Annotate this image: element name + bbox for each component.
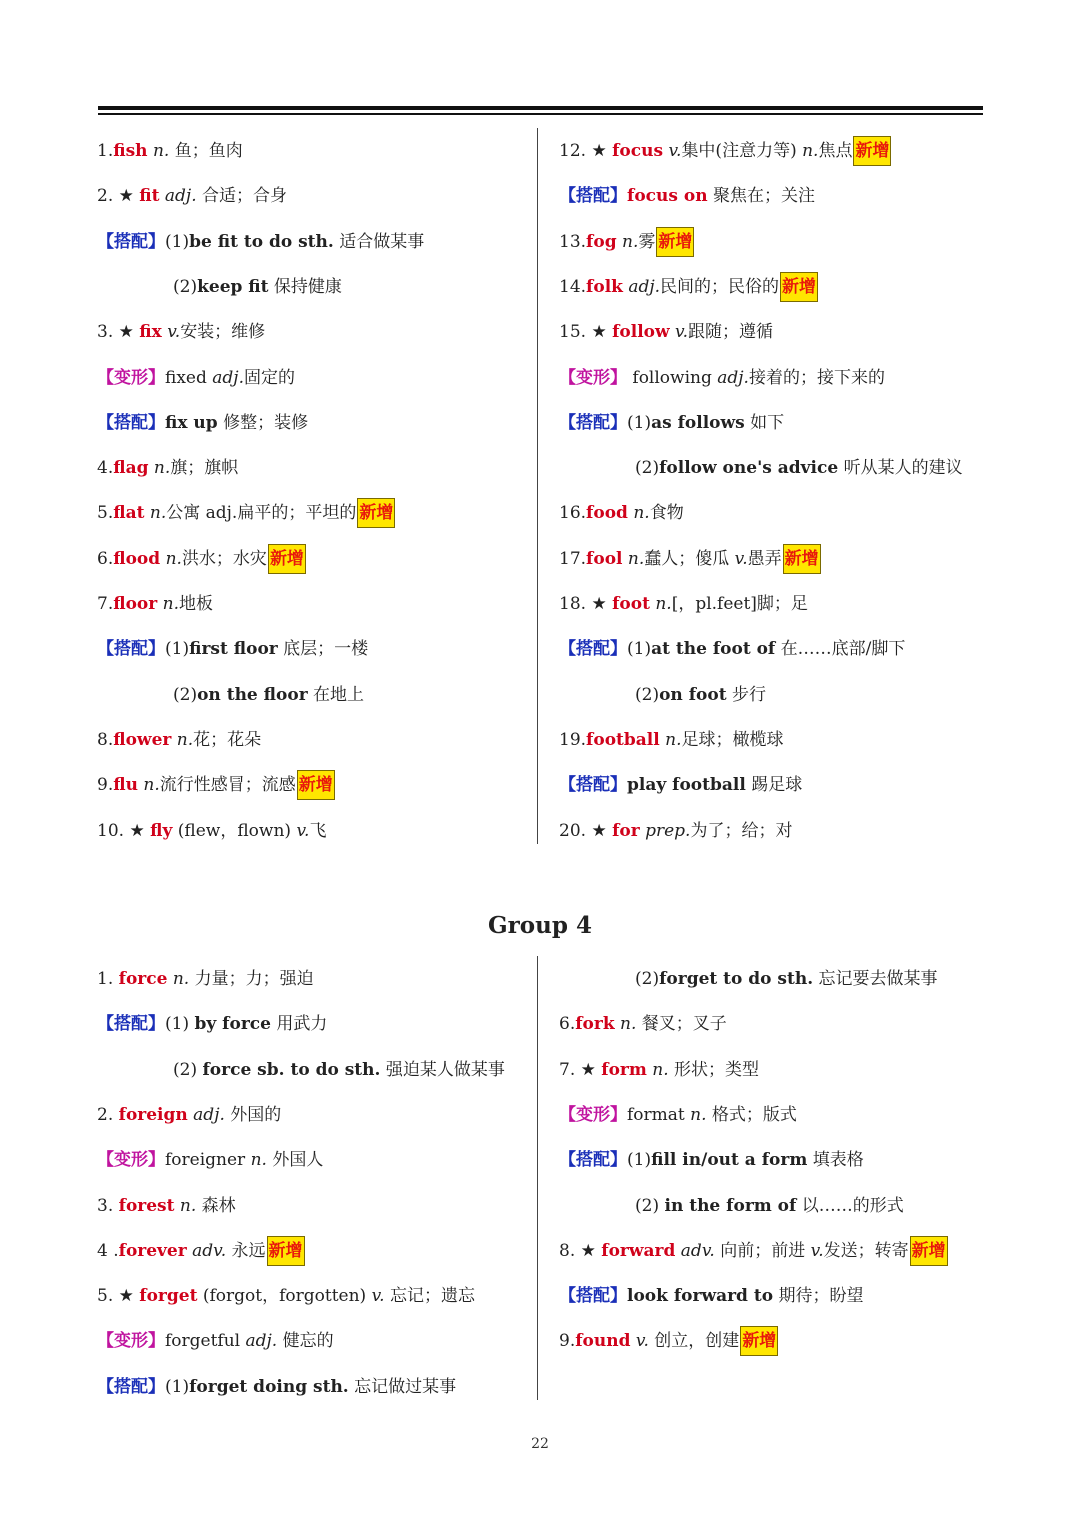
entry-text: 5. xyxy=(97,503,114,524)
phrase: fix up xyxy=(165,412,218,433)
entry-text: 力量；力；强迫 xyxy=(189,969,314,989)
entry-text: (2) xyxy=(173,276,198,297)
vocab-entry xyxy=(97,317,265,347)
section-tag: 【搭配】 xyxy=(559,412,627,433)
new-badge: 新增 xyxy=(357,498,395,528)
entry-text: 6. xyxy=(97,548,114,569)
vocab-entry xyxy=(559,1100,797,1130)
entry-text: (1) xyxy=(627,412,652,433)
part-of-speech: n. xyxy=(250,1150,267,1171)
part-of-speech: v. xyxy=(810,1240,824,1261)
headword: food xyxy=(586,503,628,524)
part-of-speech: adv. xyxy=(680,1240,715,1261)
entry-text: (flew，flown) xyxy=(172,820,297,841)
entry-text: 9. xyxy=(97,775,114,796)
entry-text: 足球；橄榄球 xyxy=(681,729,784,750)
vocab-entry xyxy=(97,816,326,846)
headword: fool xyxy=(586,548,623,569)
part-of-speech: n. xyxy=(179,1195,197,1216)
entry-text: 蠢人；傻瓜 xyxy=(644,548,735,569)
vocab-entry xyxy=(97,453,238,483)
vocab-entry xyxy=(97,1055,505,1085)
vocab-entry xyxy=(97,1281,475,1311)
vocab-entry xyxy=(559,1281,863,1311)
part-of-speech: adj. xyxy=(245,1331,278,1352)
entry-text: 永远 xyxy=(226,1240,266,1261)
headword: for xyxy=(612,820,640,841)
vocab-entry xyxy=(559,1236,948,1266)
vocab-entry xyxy=(559,1009,727,1039)
vocab-entry xyxy=(97,964,314,994)
headword: flat xyxy=(113,503,145,524)
section-tag: 【搭配】 xyxy=(559,1150,627,1171)
entry-text: 听从某人的建议 xyxy=(838,458,963,479)
section-tag: 【搭配】 xyxy=(559,775,627,796)
headword: focus xyxy=(612,141,664,161)
phrase: look forward to xyxy=(627,1286,774,1307)
new-badge: 新增 xyxy=(656,227,694,257)
entry-text: (forgot，forgotten) xyxy=(197,1286,372,1307)
entry-text: 14. xyxy=(559,276,587,297)
entry-text: 集中(注意力等) xyxy=(681,141,803,161)
vocab-entry xyxy=(97,272,342,302)
entry-text: 健忘的 xyxy=(277,1331,334,1352)
phrase: as follows xyxy=(651,412,745,433)
column-divider xyxy=(537,128,538,844)
vocab-entry xyxy=(559,1326,778,1356)
entry-text: 创立，创建 xyxy=(648,1331,740,1352)
part-of-speech: n. xyxy=(655,594,672,614)
vocab-entry xyxy=(559,680,766,710)
entry-text: 17. xyxy=(559,548,587,569)
entry-text: 地板 xyxy=(179,594,213,614)
entry-text: 15. ★ xyxy=(559,322,613,343)
headword: found xyxy=(575,1331,631,1352)
entry-text: following xyxy=(627,367,718,388)
vocab-entry xyxy=(559,408,784,438)
entry-text: 流行性感冒；流感 xyxy=(159,775,296,796)
entry-text: 8. ★ xyxy=(559,1240,602,1261)
entry-text: 食物 xyxy=(649,503,684,524)
entry-text: 1. xyxy=(97,141,114,161)
entry-text: 鱼；鱼肉 xyxy=(169,141,243,161)
entry-text: 飞 xyxy=(309,820,327,841)
entry-text: 旗；旗帜 xyxy=(170,458,239,479)
headword: flood xyxy=(113,548,161,569)
headword: flower xyxy=(113,729,172,750)
part-of-speech: v. xyxy=(635,1331,649,1352)
vocab-entry xyxy=(97,1372,456,1402)
section-tag: 【搭配】 xyxy=(97,231,165,252)
entry-text: (2) xyxy=(173,684,198,705)
entry-text: 7. ★ xyxy=(559,1059,602,1080)
entry-text: 9. xyxy=(559,1331,576,1352)
part-of-speech: n. xyxy=(627,548,645,569)
entry-text: 在地上 xyxy=(307,684,365,705)
vocab-entry xyxy=(97,1100,281,1130)
part-of-speech: v. xyxy=(668,141,682,161)
entry-text: 以……的形式 xyxy=(796,1195,904,1216)
headword: flu xyxy=(113,775,138,796)
entry-text: (1) xyxy=(165,1376,190,1397)
part-of-speech: n. xyxy=(633,503,650,524)
entry-text: [，pl.feet]脚；足 xyxy=(671,594,808,614)
entry-text: 修整；装修 xyxy=(217,412,309,433)
section-tag: 【搭配】 xyxy=(559,639,627,660)
phrase: fill in/out a form xyxy=(651,1150,808,1171)
entry-text: 愚弄 xyxy=(747,548,782,569)
part-of-speech: n. xyxy=(802,141,819,161)
entry-text: 踢足球 xyxy=(745,775,803,796)
part-of-speech: n. xyxy=(622,231,639,252)
vocab-entry xyxy=(559,227,694,257)
part-of-speech: adj. xyxy=(628,276,661,297)
vocab-entry xyxy=(559,964,938,994)
section-tag: 【搭配】 xyxy=(97,412,165,433)
vocab-entry xyxy=(97,770,335,800)
entry-text: 接着的；接下来的 xyxy=(748,367,885,388)
vocab-entry xyxy=(97,1145,323,1175)
vocab-entry xyxy=(97,1326,334,1356)
entry-text: 合适；合身 xyxy=(196,186,288,207)
new-badge: 新增 xyxy=(297,770,335,800)
headword: forward xyxy=(601,1240,676,1261)
entry-text: 4 . xyxy=(97,1240,119,1261)
new-badge: 新增 xyxy=(910,1236,948,1266)
vocab-entry xyxy=(559,770,802,800)
vocab-entry xyxy=(559,544,821,574)
part-of-speech: adv. xyxy=(192,1240,227,1261)
new-badge: 新增 xyxy=(267,1236,305,1266)
section-tag: 【搭配】 xyxy=(97,639,165,660)
entry-text: 强迫某人做某事 xyxy=(380,1059,505,1080)
new-badge: 新增 xyxy=(740,1326,778,1356)
vocab-entry xyxy=(97,498,395,528)
headword: forget xyxy=(139,1286,198,1307)
entry-text: (1) xyxy=(165,1014,195,1035)
part-of-speech: v. xyxy=(675,322,689,343)
part-of-speech: adj. xyxy=(193,1104,225,1125)
part-of-speech: n. xyxy=(665,729,682,750)
entry-text: 花；花朵 xyxy=(193,729,262,750)
entry-text: 安装；维修 xyxy=(180,322,266,343)
entry-text: 保持健康 xyxy=(268,276,342,297)
group-title: Group 4 xyxy=(488,912,592,939)
section-tag: 【搭配】 xyxy=(559,186,627,207)
vocab-entry xyxy=(97,408,308,438)
entry-text: 森林 xyxy=(196,1195,236,1216)
part-of-speech: n. xyxy=(162,594,179,614)
column-divider xyxy=(537,956,538,1400)
vocab-entry xyxy=(559,1055,759,1085)
vocab-entry xyxy=(559,317,773,347)
phrase: be fit to do sth. xyxy=(189,231,334,252)
entry-text: (2) xyxy=(635,684,660,705)
part-of-speech: n. xyxy=(172,969,190,989)
entry-text: 忘记；遗忘 xyxy=(384,1286,475,1307)
entry-text: 为了；给；对 xyxy=(690,820,793,841)
phrase: forget to do sth. xyxy=(659,969,814,989)
headword: forever xyxy=(118,1240,187,1261)
entry-text: 底层；一楼 xyxy=(277,639,369,660)
part-of-speech: n. xyxy=(152,141,170,161)
entry-text: 12. ★ xyxy=(559,141,613,161)
headword: focus on xyxy=(627,186,708,207)
entry-text: 1. xyxy=(97,969,119,989)
entry-text: 6. xyxy=(559,1014,576,1035)
vocab-entry xyxy=(97,1191,236,1221)
entry-text: 固定的 xyxy=(243,367,295,388)
vocab-entry xyxy=(559,363,885,393)
entry-text: 4. xyxy=(97,458,114,479)
entry-text: 形状；类型 xyxy=(668,1059,760,1080)
entry-text: 焦点 xyxy=(818,141,853,161)
phrase: on foot xyxy=(659,684,727,705)
entry-text: (2) xyxy=(635,969,660,989)
phrase: forget doing sth. xyxy=(189,1376,349,1397)
headword: folk xyxy=(586,276,623,297)
entry-text: 13. xyxy=(559,231,587,252)
headword: fork xyxy=(575,1014,615,1035)
vocab-entry xyxy=(559,1191,904,1221)
part-of-speech: n. xyxy=(620,1014,637,1035)
phrase: by force xyxy=(194,1014,271,1035)
entry-text: (2) xyxy=(635,458,660,479)
section-tag: 【变形】 xyxy=(97,1331,165,1352)
entry-text: 16. xyxy=(559,503,587,524)
entry-text: 雾 xyxy=(638,231,656,252)
vocab-entry xyxy=(559,634,905,664)
entry-text: 忘记要去做某事 xyxy=(813,969,938,989)
vocab-entry xyxy=(559,272,818,302)
entry-text: (1) xyxy=(627,1150,652,1171)
entry-text: 发送；转寄 xyxy=(823,1240,909,1261)
vocab-entry xyxy=(559,181,815,211)
entry-text: 2. xyxy=(97,1104,119,1125)
entry-text: 19. xyxy=(559,729,587,750)
part-of-speech: n. xyxy=(652,1059,669,1080)
entry-text: (1) xyxy=(165,639,190,660)
top-rule xyxy=(98,106,983,110)
headword: force xyxy=(118,969,168,989)
section-tag: 【搭配】 xyxy=(559,1286,627,1307)
vocab-entry xyxy=(97,136,243,166)
phrase: on the floor xyxy=(197,684,308,705)
headword: football xyxy=(586,729,660,750)
vocab-entry xyxy=(97,725,261,755)
part-of-speech: n. xyxy=(165,548,182,569)
headword: foot xyxy=(612,594,650,614)
entry-text: 外国的 xyxy=(224,1104,282,1125)
entry-text: 用武力 xyxy=(270,1014,328,1035)
part-of-speech: prep. xyxy=(645,820,691,841)
new-badge: 新增 xyxy=(783,544,821,574)
entry-text: 5. ★ xyxy=(97,1286,140,1307)
page-number: 22 xyxy=(531,1436,549,1452)
phrase: play football xyxy=(627,775,746,796)
phrase: keep fit xyxy=(197,276,269,297)
vocab-entry xyxy=(559,816,792,846)
entry-text: format xyxy=(627,1104,691,1125)
entry-text: 7. xyxy=(97,594,114,614)
phrase: first floor xyxy=(189,639,278,660)
headword: floor xyxy=(113,594,158,614)
new-badge: 新增 xyxy=(853,136,891,166)
section-tag: 【搭配】 xyxy=(97,1014,165,1035)
entry-text: 10. ★ xyxy=(97,820,151,841)
vocab-entry xyxy=(559,498,684,528)
entry-text: 向前；前进 xyxy=(714,1240,811,1261)
phrase: in the form of xyxy=(664,1195,797,1216)
entry-text: 8. xyxy=(97,729,114,750)
headword: follow xyxy=(612,322,670,343)
vocab-entry xyxy=(559,589,808,619)
section-tag: 【变形】 xyxy=(97,367,165,388)
vocab-entry xyxy=(559,453,963,483)
entry-text: fixed xyxy=(165,367,213,388)
headword: fish xyxy=(113,141,148,161)
headword: fit xyxy=(139,186,160,207)
entry-text: 民间的；民俗的 xyxy=(660,276,780,297)
vocab-entry xyxy=(97,680,364,710)
entry-text: 2. ★ xyxy=(97,186,140,207)
headword: forest xyxy=(118,1195,175,1216)
new-badge: 新增 xyxy=(780,272,818,302)
part-of-speech: adj. xyxy=(212,367,244,388)
entry-text: 18. ★ xyxy=(559,594,613,614)
phrase: at the foot of xyxy=(651,639,776,660)
vocab-entry xyxy=(97,1009,327,1039)
entry-text: 格式；版式 xyxy=(706,1104,797,1125)
part-of-speech: n. xyxy=(690,1104,707,1125)
section-tag: 【搭配】 xyxy=(97,1376,165,1397)
entry-text: 20. ★ xyxy=(559,820,613,841)
phrase: force sb. to do sth. xyxy=(202,1059,381,1080)
section-tag: 【变形】 xyxy=(97,1150,165,1171)
vocab-entry xyxy=(97,544,306,574)
entry-text: forgetful xyxy=(165,1331,246,1352)
headword: flag xyxy=(113,458,149,479)
entry-text: 洪水；水灾 xyxy=(181,548,267,569)
part-of-speech: adj. xyxy=(164,186,197,207)
vocab-entry xyxy=(559,725,783,755)
entry-text: 外国人 xyxy=(266,1150,324,1171)
part-of-speech: n. xyxy=(176,729,194,750)
part-of-speech: n. xyxy=(153,458,171,479)
entry-text: 适合做某事 xyxy=(333,231,425,252)
entry-text: 聚焦在；关注 xyxy=(707,186,815,207)
entry-text: 期待；盼望 xyxy=(773,1286,864,1307)
entry-text: 3. ★ xyxy=(97,322,140,343)
entry-text: 步行 xyxy=(726,684,766,705)
headword: fly xyxy=(150,820,173,841)
entry-text: (1) xyxy=(165,231,190,252)
vocab-entry xyxy=(97,589,213,619)
part-of-speech: v. xyxy=(296,820,310,841)
vocab-entry xyxy=(559,136,891,166)
entry-text: 填表格 xyxy=(807,1150,864,1171)
phrase: follow one's advice xyxy=(659,458,839,479)
part-of-speech: n. xyxy=(143,775,160,796)
new-badge: 新增 xyxy=(268,544,306,574)
vocab-entry xyxy=(97,634,368,664)
entry-text: 如下 xyxy=(744,412,785,433)
entry-text: 3. xyxy=(97,1195,119,1216)
entry-text: 公寓 adj.扁平的；平坦的 xyxy=(166,503,357,524)
headword: form xyxy=(601,1059,647,1080)
vocab-entry xyxy=(97,363,295,393)
part-of-speech: v. xyxy=(734,548,748,569)
entry-text: foreigner xyxy=(165,1150,251,1171)
part-of-speech: v. xyxy=(167,322,181,343)
vocab-entry xyxy=(97,1236,305,1266)
part-of-speech: v. xyxy=(371,1286,385,1307)
headword: fix xyxy=(139,322,162,343)
entry-text: 在……底部/脚下 xyxy=(775,639,906,660)
vocab-entry xyxy=(559,1145,864,1175)
entry-text: 跟随；遵循 xyxy=(688,322,774,343)
section-tag: 【变形】 xyxy=(559,1104,627,1125)
section-tag: 【变形】 xyxy=(559,367,627,388)
part-of-speech: adj. xyxy=(717,367,749,388)
entry-text: 餐叉；叉子 xyxy=(636,1014,727,1035)
entry-text: (2) xyxy=(635,1195,665,1216)
entry-text: (1) xyxy=(627,639,652,660)
headword: foreign xyxy=(118,1104,188,1125)
part-of-speech: n. xyxy=(149,503,167,524)
vocab-entry xyxy=(97,227,424,257)
headword: fog xyxy=(586,231,617,252)
vocab-entry xyxy=(97,181,287,211)
entry-text: 忘记做过某事 xyxy=(348,1376,457,1397)
entry-text: (2) xyxy=(173,1059,203,1080)
top-rule-thin xyxy=(98,113,983,115)
